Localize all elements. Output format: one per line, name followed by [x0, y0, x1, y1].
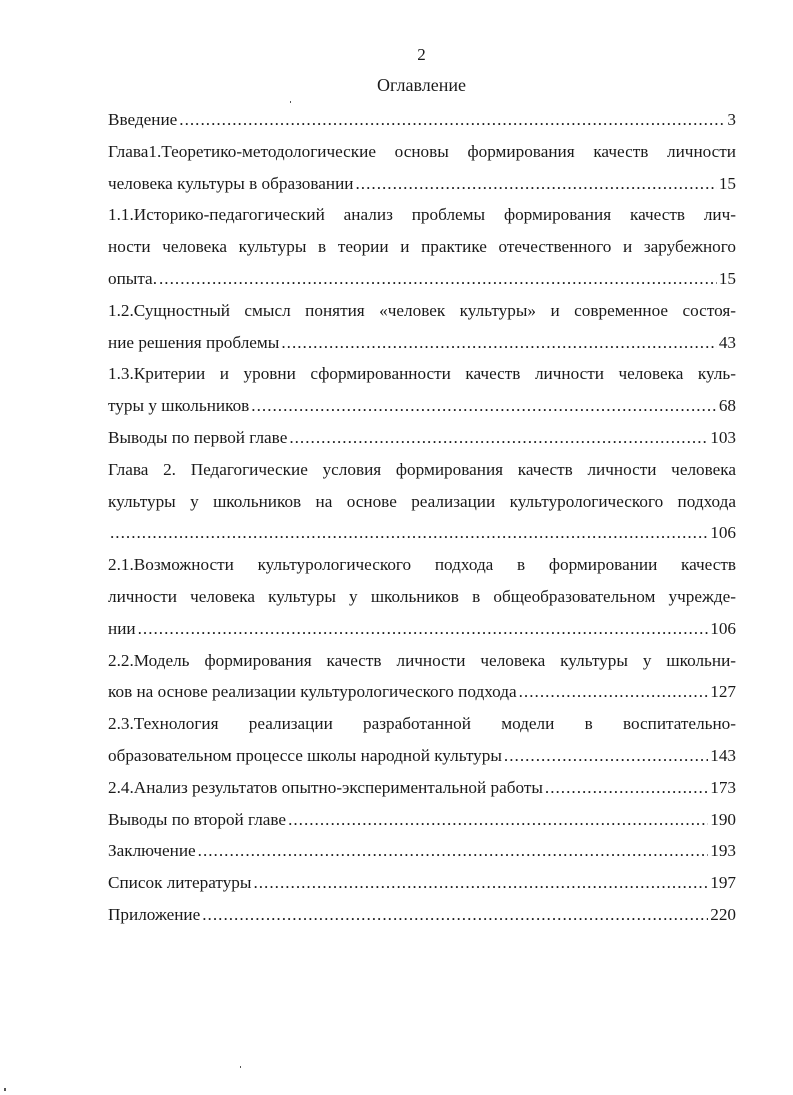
page-number: 2 [417, 45, 426, 64]
toc-entry [108, 835, 736, 867]
toc-entry-title: ние решения проблемы [108, 332, 280, 352]
toc-entry-line: личности человека культуры у школьников в общеобразовательном учрежде- [108, 586, 736, 606]
toc-entry-line: 1.1.Историко-педагогический анализ проблемы формирования качеств лич- [108, 205, 736, 225]
toc-entry-leader-line [108, 263, 736, 295]
dot-leader [281, 327, 716, 359]
toc-entry-leader-line [108, 772, 736, 804]
toc-entry-page: 193 [710, 841, 736, 861]
toc-entry-title: Список литературы [108, 873, 252, 893]
toc-entry-leader-line [108, 867, 736, 899]
toc-entry [108, 899, 736, 931]
table-of-contents [108, 104, 736, 931]
toc-entry [108, 867, 736, 899]
toc-entry-title: 2.4.Анализ результатов опытно-экспериментальной работы [108, 777, 543, 797]
toc-entry-leader-line [108, 168, 736, 200]
dot-leader [198, 835, 709, 867]
dot-leader [159, 263, 717, 295]
toc-entry-leader-line [108, 676, 736, 708]
toc-entry [108, 549, 736, 644]
toc-entry-line: Глава1.Теоретико-методологические основы формирования качеств личности [108, 141, 736, 161]
toc-entry-line: культуры у школьников на основе реализации культурологического подхода [108, 491, 736, 511]
dot-leader [519, 676, 709, 708]
toc-entry-leader-line [108, 517, 736, 549]
dot-leader [251, 390, 717, 422]
toc-entry-page: 103 [710, 427, 736, 447]
toc-entry-title: нии [108, 618, 136, 638]
dot-leader [179, 104, 725, 136]
toc-entry-title: Выводы по первой главе [108, 427, 288, 447]
toc-entry-leader-line [108, 422, 736, 454]
toc-entry-page: 3 [727, 110, 736, 129]
toc-entry [108, 422, 736, 454]
toc-entry [108, 708, 736, 772]
dot-leader [253, 867, 708, 899]
scan-speck [4, 1088, 6, 1091]
toc-entry [108, 454, 736, 549]
toc-entry [108, 645, 736, 709]
toc-entry-title: образовательном процессе школы народной культуры [108, 745, 502, 765]
toc-entry-page: 106 [710, 523, 736, 543]
toc-entry-page: 127 [710, 682, 736, 702]
toc-entry-title: опыта. [108, 268, 157, 288]
scan-speck [240, 1066, 241, 1068]
scan-speck [290, 101, 291, 103]
toc-entry-page: 15 [718, 268, 736, 288]
dot-leader [288, 804, 708, 836]
toc-entry-line: ности человека культуры в теории и практике отечественного и зарубежного [108, 237, 736, 257]
toc-entry [108, 295, 736, 359]
dot-leader [138, 613, 709, 645]
toc-entry-line: 1.2.Сущностный смысл понятия «человек культуры» и современное состоя- [108, 300, 736, 320]
toc-entry-title: ков на основе реализации культурологического подхода [108, 682, 517, 702]
toc-entry-leader-line [108, 613, 736, 645]
toc-entry-leader-line [108, 327, 736, 359]
dot-leader [545, 772, 708, 804]
toc-entry-page: 220 [710, 904, 736, 924]
toc-entry-title: Выводы по второй главе [108, 809, 287, 829]
toc-entry-leader-line [108, 104, 736, 136]
toc-entry-title: Приложение [108, 904, 201, 924]
dot-leader [356, 168, 717, 200]
toc-entry [108, 804, 736, 836]
toc-entry-leader-line [108, 899, 736, 931]
toc-entry-line: 2.3.Технология реализации разработанной модели в воспитательно- [108, 714, 736, 734]
toc-entry-line: 2.1.Возможности культурологического подхода в формировании качеств [108, 555, 736, 575]
toc-entry-title: Введение [108, 110, 178, 129]
dot-leader [110, 517, 708, 549]
toc-entry-leader-line [108, 740, 736, 772]
toc-entry-page: 15 [718, 173, 736, 193]
toc-entry-leader-line [108, 804, 736, 836]
toc-entry [108, 772, 736, 804]
toc-entry [108, 358, 736, 422]
toc-entry-page: 143 [710, 745, 736, 765]
toc-entry-title: Заключение [108, 841, 196, 861]
toc-entry-leader-line [108, 835, 736, 867]
dot-leader [289, 422, 708, 454]
toc-entry-line: Глава 2. Педагогические условия формирования качеств личности человека [108, 459, 736, 479]
toc-entry-page: 43 [718, 332, 736, 352]
toc-entry-title: туры у школьников [108, 396, 250, 416]
toc-entry [108, 104, 736, 136]
toc-entry-page: 106 [710, 618, 736, 638]
toc-entry-line: 2.2.Модель формирования качеств личности человека культуры у школьни- [108, 650, 736, 670]
dot-leader [504, 740, 708, 772]
toc-entry-page: 197 [710, 873, 736, 893]
dot-leader [202, 899, 708, 931]
toc-entry-page: 173 [710, 777, 736, 797]
toc-entry-page: 68 [718, 396, 736, 416]
toc-entry [108, 136, 736, 200]
toc-entry-title: человека культуры в образовании [108, 173, 354, 193]
toc-entry-leader-line [108, 390, 736, 422]
toc-entry-page: 190 [710, 809, 736, 829]
toc-entry [108, 199, 736, 294]
toc-entry-line: 1.3.Критерии и уровни сформированности качеств личности человека куль- [108, 364, 736, 384]
toc-title: Оглавление [377, 75, 466, 95]
